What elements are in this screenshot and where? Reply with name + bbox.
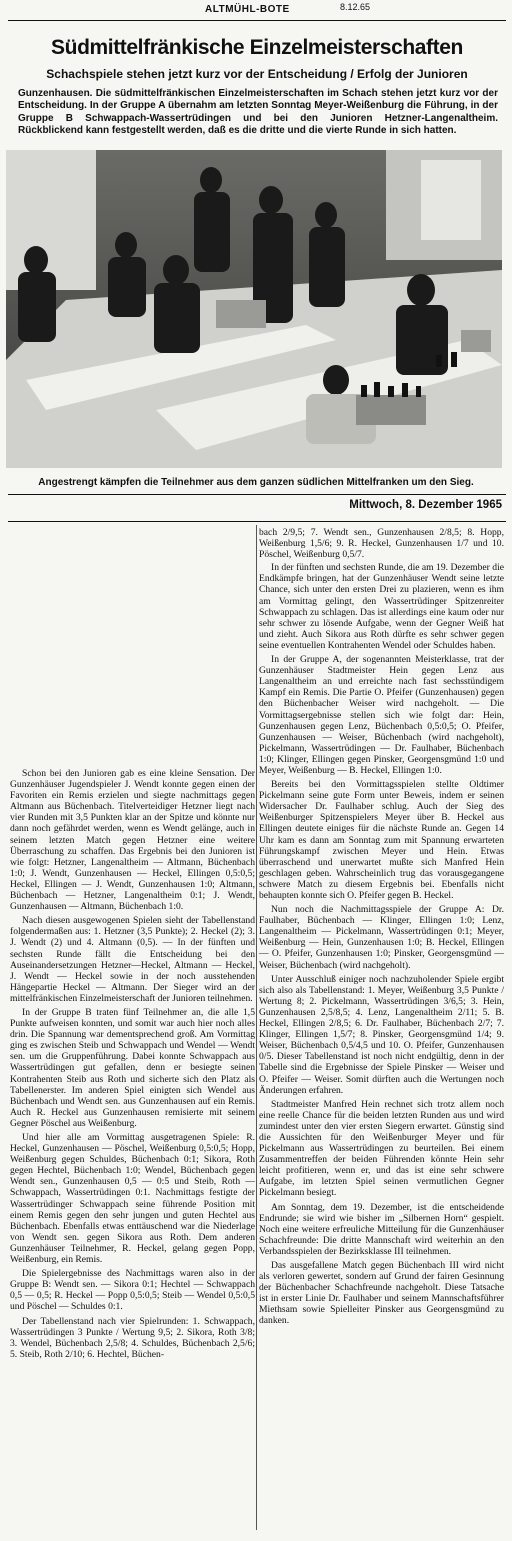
chess-tournament-photo: [6, 150, 502, 468]
left-paragraph: Die Spielergebnisse des Nachmittags waren also in der Gruppe B: Wendt sen. — Sikora 0:1; Hechtel — Schwappach 0,5 — 0,5; R. Heckel — Popp 0,5:0,5; Steib — Wendel 0,5:0,5 und Pöschel — Schuldes 0:1.: [10, 1268, 255, 1313]
right-paragraph: Am Sonntag, dem 19. Dezember, ist die entscheidende Endrunde; sie wird wie bisher im „Silbernen Horn“ gespielt. Noch eine weitere erfreuliche Mitteilung für die Gunzenhäuser Schachfreunde: Die dritte Mannschaft wird weiterhin an den Verbandsspielen der Bezirksklasse III teilnehmen.: [259, 1201, 504, 1257]
lead-paragraph: Gunzenhausen. Die südmittelfränkischen Einzelmeisterschaften im Schach stehen jetzt kurz vor der Entscheidung. In der Gruppe A übernahm am letzten Sonntag Meyer-Weißenburg die Führung, in der Gruppe B Schwappach-Wassertrüdingen und bei den Junioren Hetzner-Langenaltheim. Rückblickend kann festgestellt werden, daß es die dritte und die vierte Runde in sich hatten.: [18, 88, 498, 136]
left-paragraph: Schon bei den Junioren gab es eine kleine Sensation. Der Gunzenhäuser Jugendspieler J. Wendt konnte gegen einen der Favoriten ein Remis erzielen und siegte nachmittags gegen Altmann aus Büchenbach. Titelverteidiger Hetzner liegt nach vier Runden mit 3,5 Punkten klar an der Spitze und könnte nur dann noch gefährdet werden, wenn es Wendt gelänge, auch in seinem letzten Match gegen Hetzner eine weitere Überraschung zu schaffen. Das Ergebnis bei den Junioren ist wie folgt: Hetzner, Langenaltheim — Altmann, Büchenbach 1:0; J. Wendt, Gunzenhausen — Heckel, Ellingen 0,5:0,5; Heckel, Ellingen — J. Wendt, Gunzenhausen 1:0; Altmann, Büchenbach — Hetzner, Langenaltheim 0:1; J. Wendt, Gunzenhausen — Altmann, Büchenbach 1:0.: [10, 768, 255, 913]
handwritten-date: 8.12.65: [340, 2, 371, 12]
right-paragraph: In der Gruppe A, der sogenannten Meisterklasse, trat der Gunzenhäuser Stadtmeister Hein gegen Lenz aus Langenaltheim an und erreichte nach fast sechsstündigem Kampf ein Remis. Die Partie O. Pfeifer (Gunzenhausen) gegen den Büchenbacher Weiser wird nachgeholt. — Die Vormittagsergebnisse stellen sich wie folgt dar: Hein, Gunzenhausen gegen Lenz, Büchenbach 0,5:0,5; O. Pfeifer, Gunzenhausen — Weiser, Büchenbach (wird nachgeholt), Pickelmann, Wassertrüdingen — Dr. Faulhaber, Büchenbach 1:0; Klinger, Ellingen gegen Pinsker, Georgensgmünd 1:0 und Meyer, Weißenburg — B. Heckel, Ellingen 1:0.: [259, 654, 504, 776]
right-paragraph: Unter Ausschluß einiger noch nachzuholender Spiele ergibt sich also als Tabellenstand: 1. Meyer, Weißenburg 3,5 Punkte / Wertung 8; 2. Pickelmann, Wassertrüdingen 3/6,5; 3. Hein, Gunzenhausen 2,5/8,5; 4. Lenz, Langenaltheim 2/11; 5. B. Heckel, Ellingen 2/8,5; 6. Dr. Faulhaber, Büchenbach 2/7; 7. Klinger, Ellingen 1,5/7; 8. Pinsker, Georgensgmünd 1/4; 9. Weiser, Büchenbach 0,5/4,5 und 10. O. Pfeifer, Gunzenhausen 0/5. Dieser Tabellenstand ist noch nicht endgültig, denn in der Tabelle sind die Ergebnisse der Spiele Pinsker — Weiser und O. Pfeifer — Weiser. Somit dürften auch die Wertungen noch Änderungen erfahren.: [259, 973, 504, 1096]
newspaper-name: ALTMÜHL-BOTE: [205, 4, 290, 15]
dateline: Mittwoch, 8. Dezember 1965: [349, 499, 502, 511]
subheadline: Schachspiele stehen jetzt kurz vor der Entscheidung / Erfolg der Junioren: [46, 67, 468, 81]
headline: Südmittelfränkische Einzelmeisterschaften: [51, 36, 463, 59]
photo-caption: Angestrengt kämpfen die Teilnehmer aus dem ganzen südlichen Mittelfranken um den Sieg.: [38, 477, 474, 488]
right-paragraph: bach 2/9,5; 7. Wendt sen., Gunzenhausen 2/8,5; 8. Hopp, Weißenburg 1,5/6; 9. R. Heckel, Gunzenhausen 1/7 und 10. Pöschel, Weißenburg 0,5/7.: [259, 527, 504, 561]
left-paragraph: Nach diesen ausgewogenen Spielen sieht der Tabellenstand folgendermaßen aus: 1. Hetzner (3,5 Punkte); 2. Heckel (2); 3. J. Wendt (2) und 4. Altmann (0,5). — In der fünften und sechsten Runde fällt die Entscheidung bei den Auseinandersetzungen Hetzner—Heckel, Altmann — Heckel, J. Wendt — Heckel sowie in der noch ausstehenden Hängepartie Heckel — Altmann. Der Sieger wird an der mittelfränkischen Einzelmeisterschaft der Junioren teilnehmen.: [10, 915, 255, 1004]
photo-illustration: [6, 150, 502, 468]
left-paragraph: Und hier alle am Vormittag ausgetragenen Spiele: R. Heckel, Gunzenhausen — Pöschel, Weißenburg 0,5:0,5; Hopp, Weißenburg gegen Schuldes, Büchenbach 0:1; Sikora, Roth gegen Hechtel, Büchenbach 1:0; Wendel, Büchenbach gegen Wendt sen., Gunzenhausen 0,5 — 0:5 und Steib, Roth — Schwappach, Wassertrüdingen 0:1. Nachmittags festigte der Wassertrüdinger Schwappach seine führende Position mit einem Remis gegen den sehr jungen und guten Hechtel aus Büchenbach. Ebenfalls etwas enttäuschend war die Niederlage von Wendt sen. gegen Sikora aus Roth. Dem anderen Gunzenhäuser Teilnehmer, R. Heckel, gelang gegen Popp, Weißenburg, ein Remis.: [10, 1132, 255, 1266]
masthead: [0, 0, 512, 20]
right-paragraph: In der fünften und sechsten Runde, die am 19. Dezember die Endkämpfe bringen, hat der Gunzenhäuser Wendt seine letzte Chance, sich unter den ersten Drei zu plazieren, wenn es ihm am Vormittag gelingt, den Wassertrüdinger Spitzenreiter Schwappach zu schlagen. Das ist allerdings eine kaum oder nur sehr schwer zu lösende Aufgabe, wenn der Gegner Weiß hat und zieht. Auch Sikora aus Roth dürfte es sehr schwer gegen seine eventuellen Kontrahenten Wendel oder Schuldes haben.: [259, 562, 504, 651]
left-paragraph: In der Gruppe B traten fünf Teilnehmer an, die alle 1,5 Punkte aufweisen konnten, und somit war auch hier noch alles drin. Die Spannung war dementsprechend groß. Am Vormittag ging es zwischen Steib und Schwappach und Wendel — Wendt sen. um die Gruppenführung. Dabei konnte Schwappach aus Wassertrüdingen gut gefallen, denn er besiegte seinen Kontrahenten Steib aus Roth und sicherte sich den Platz als Tabellenerster. Im anderen Spiel einigten sich Wendel aus Büchenbach und Wendt sen. aus Gunzenhausen auf ein Remis. Auch R. Heckel aus Gunzenhausen remisierte mit seinem Gegner Pöschel aus Weißenburg.: [10, 1006, 255, 1129]
right-paragraph: Nun noch die Nachmittagsspiele der Gruppe A: Dr. Faulhaber, Büchenbach — Klinger, Ellingen 1:0; Lenz, Langenaltheim — Pickelmann, Wassertrüdingen 0:1; Meyer, Weißenburg — Hein, Gunzenhausen 1:0; B. Heckel, Ellingen — O. Pfeifer, Gunzenhausen 1:0; Pinsker, Georgensgmünd — Weiser, Büchenbach (wird nachgeholt).: [259, 904, 504, 971]
caption-rule: [8, 494, 506, 495]
column-divider: [256, 525, 257, 1530]
article-column-right: [259, 527, 504, 1330]
masthead-rule: [8, 20, 506, 21]
right-paragraph: Das ausgefallene Match gegen Büchenbach III wird nicht als verloren gewertet, sondern auf Grund der fairen Gesinnung der Büchenbacher Schachfreunde nachgeholt. Diese Tatsache ist in erster Linie Dr. Faulhaber und seinem Mannschaftsführer Miethsam sowie Spielleiter Pinsker aus Georgensgmünd zu danken.: [259, 1260, 504, 1327]
left-paragraph: Der Tabellenstand nach vier Spielrunden: 1. Schwappach, Wassertrüdingen 3 Punkte / Wertung 9,5; 2. Sikora, Roth 3/8; 3. Wendel, Büchenbach 2,5/8; 4. Schuldes, Büchenbach 2,5/6; 5. Steib, Roth 2/10; 6. Hechtel, Büchen-: [10, 1315, 255, 1360]
right-paragraph: Bereits bei den Vormittagsspielen stellte Oldtimer Pickelmann seine gute Form unter Beweis, indem er seinen Widersacher Dr. Faulhaber schlug. Auch der Sieg des Weißenburger Spitzenspielers Meyer über B. Heckel aus Ellingen deutete einiges für die nächste Runde an. Gegen 14 Uhr kam es dann am Sonntag zum mit Spannung erwarteten Führungskampf zwischen Meyer und Hein. Etwas überraschend und unerwartet mußte sich Manfred Hein geschlagen geben. Wahrscheinlich trug das vorausgegangene schwere Match zu diesem Ergebnis bei. Ebenfalls nicht behaupten konnte sich O. Pfeifer gegen B. Heckel.: [259, 779, 504, 901]
right-paragraph: Stadtmeister Manfred Hein rechnet sich trotz allem noch eine reelle Chance für die beiden letzten Runden aus und wird zumindest unter den vier ersten Siegern erwartet. Günstig sind die Aussichten für den Weißenburger Meyer und für Pickelmann aus Wassertrüdingen zu beurteilen. Bei einem Zusammentreffen der beiden Führenden könnte Hein sehr leicht profitieren, wenn er, und das ist eine sehr schwere Aufgabe, im letzten Spiel seinen vermutlichen Gegner Pickelmann besiegt.: [259, 1098, 504, 1199]
article-column-left: [10, 768, 255, 1363]
dateline-rule: [8, 521, 506, 522]
